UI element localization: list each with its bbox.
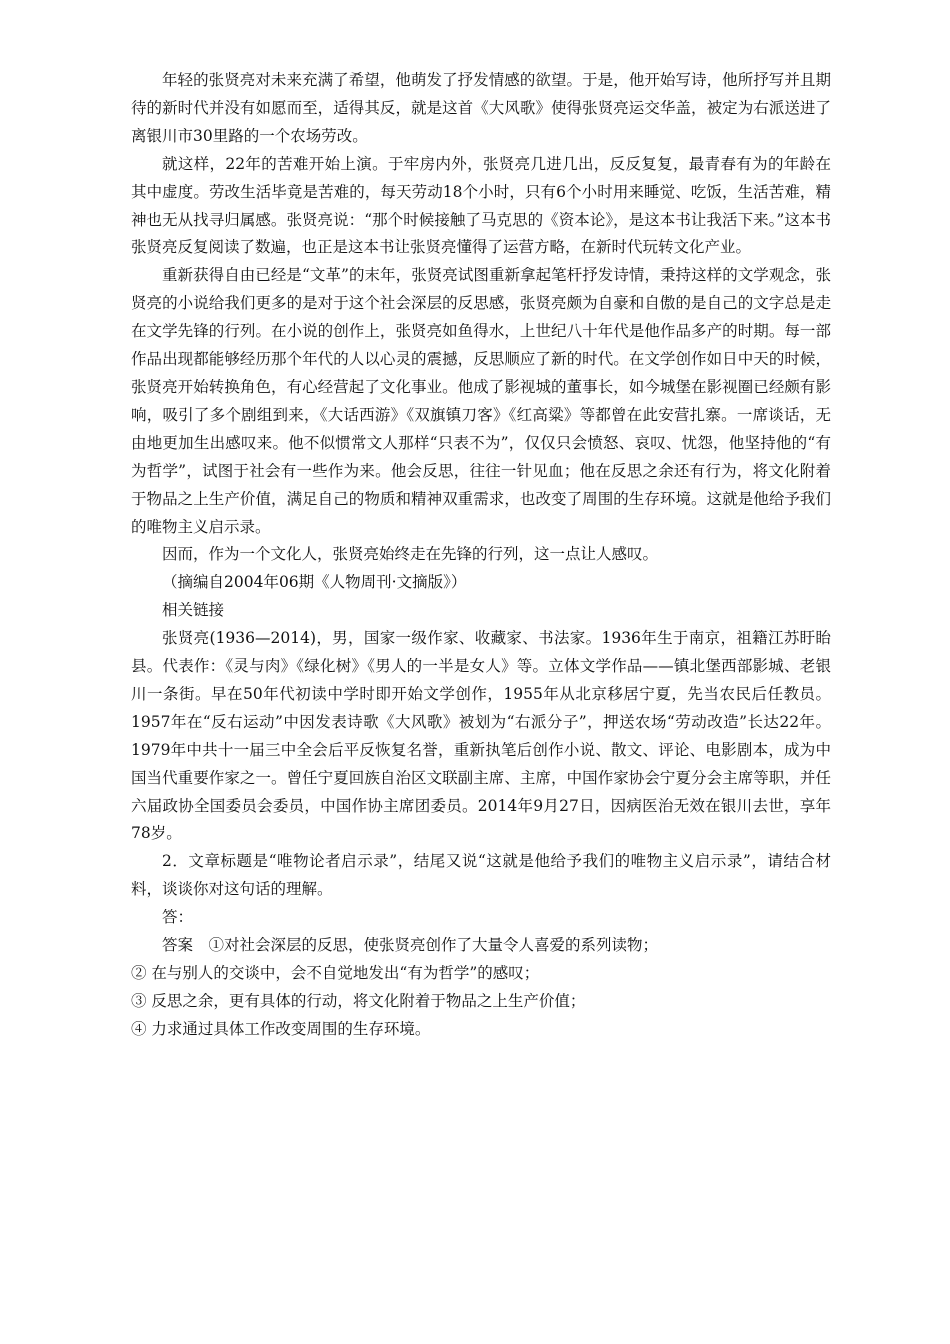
- related-heading: 相关链接: [162, 601, 225, 620]
- article-paragraph: 重新获得自由已经是“文革”的末年，张贤亮试图重新拿起笔杆抒发诗情，秉持这样的文学观念，张贤亮的小说给我们更多的是对于这个社会深层的反思感，张贤亮颇为自豪和自傲的是自己的文字总是走在文学先锋的行列。在小说的创作上，张贤亮如鱼得水，上世纪八十年代是他作品多产的时期。每一部作品出现都能够经历那个年代的人以心灵的震撼，反思顺应了新的时代。在文学创作如日中天的时候，张贤亮开始转换角色，有心经营起了文化事业。他成了影视城的董事长，如今城堡在影视圈已经颇有影响，吸引了多个剧组到来，《大话西游》《双旗镇刀客》《红高粱》等都曾在此安营扎寨。一席谈话，无由地更加生出感叹来。他不似惯常文人那样“只表不为”，仅仅只会愤怒、哀叹、忧怨，他坚持他的“有为哲学”，试图于社会有一些作为来。他会反思，往往一针见血；他在反思之余还有行为，将文化附着于物品之上生产价值，满足自己的物质和精神双重需求，也改变了周围的生存环境。这就是他给予我们的唯物主义启示录。: [131, 266, 831, 536]
- article-paragraph: 年轻的张贤亮对未来充满了希望，他萌发了抒发情感的欲望。于是，他开始写诗，他所抒写并且期待的新时代并没有如愿而至，适得其反，就是这首《大风歌》使得张贤亮运交华盖，被定为右派送进了离银川市30里路的一个农场劳改。: [131, 71, 831, 145]
- article-paragraph: 因而，作为一个文化人，张贤亮始终走在先锋的行列，这一点让人感叹。: [162, 545, 659, 564]
- answer-item: ② 在与别人的交谈中，会不自觉地发出“有为哲学”的感叹；: [131, 964, 540, 982]
- question-text: 2．文章标题是“唯物论者启示录”，结尾又说“这就是他给予我们的唯物主义启示录”，请结合材料，谈谈你对这句话的理解。: [131, 852, 831, 899]
- answer-item: ④ 力求通过具体工作改变周围的生存环境。: [131, 1019, 431, 1038]
- answer-label: 答案 ①对社会深层的反思，使张贤亮创作了大量令人喜爱的系列读物；: [162, 936, 659, 955]
- article-paragraph: 就这样，22年的苦难开始上演。于牢房内外，张贤亮几进几出，反反复复，最青春有为的年龄在其中虚度。劳改生活毕竟是苦难的，每天劳动18个小时，只有6个小时用来睡觉、吃饭，生活苦难，精神也无从找寻归属感。张贤亮说：“那个时候接触了马克思的《资本论》，是这本书让我活下来。”这本书张贤亮反复阅读了数遍，也正是这本书让张贤亮懂得了运营方略，在新时代玩转文化产业。: [131, 154, 831, 257]
- answer-prompt: 答：: [162, 908, 194, 927]
- related-text: 张贤亮(1936—2014)，男，国家一级作家、收藏家、书法家。1936年生于南京，祖籍江苏盱眙县。代表作：《灵与肉》《绿化树》《男人的一半是女人》等。立体文学作品——镇北堡西部影城、老银川一条街。早在50年代初读中学时即开始文学创作，1955年从北京移居宁夏，先当农民后任教员。1957年在“反右运动”中因发表诗歌《大风歌》被划为“右派分子”，押送农场“劳动改造”长达22年。1979年中共十一届三中全会后平反恢复名誉，重新执笔后创作小说、散文、评论、电影剧本，成为中国当代重要作家之一。曾任宁夏回族自治区文联副主席、主席，中国作家协会宁夏分会主席等职，并任六届政协全国委员会委员，中国作协主席团委员。2014年9月27日，因病医治无效在银川去世，享年78岁。: [131, 629, 831, 843]
- article-source: （摘编自2004年06期《人物周刊·文摘版》）: [162, 573, 467, 592]
- document-body: [131, 67, 831, 1044]
- answer-item: ③ 反思之余，更有具体的行动，将文化附着于物品之上生产价值；: [131, 991, 586, 1010]
